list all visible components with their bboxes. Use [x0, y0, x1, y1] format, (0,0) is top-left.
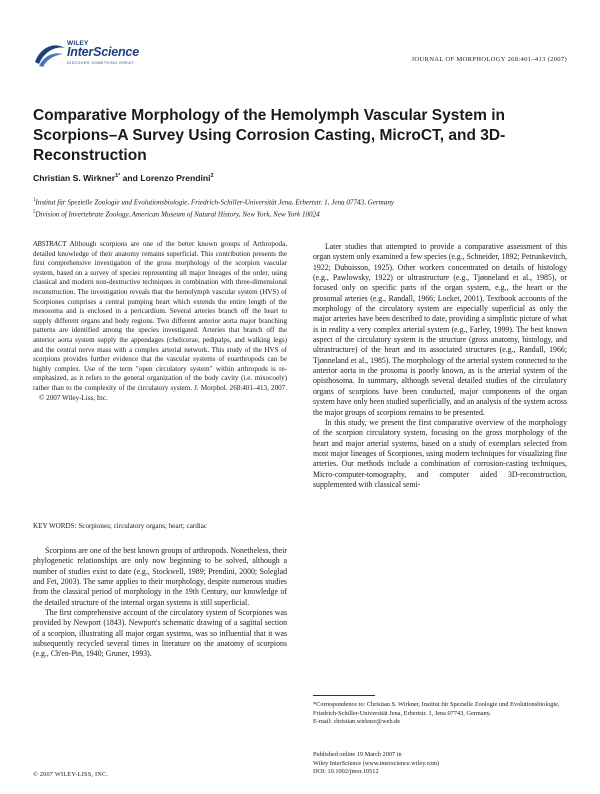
abstract-text: Although scorpions are one of the better known groups of Arthropoda, detailed knowledge of their anatomy remains superficial. This contribution presents the first comprehensive investigation of the gross morphology of the scorpion vascular system, based on a survey of species representing all major lineages of the order, using classical and modern non-destructive techniques in combination with three-dimensional reconstruction. The investigation reveals that the hemolymph vascular system (HVS) of Scorpiones comprises a central pumping heart which extends the entire length of the mesosoma and is enclosed in a pericardium. Several arteries branch off the heart to supply different organs and body regions. Two different anterior aorta major branching patterns are identified among the species investigated. Arteries that branch off the anterior aorta system supply the appendages (chelicerae, pedipalps, and walking legs) and the central nerve mass with a complex arterial network. This study of the HVS of scorpions provides further evidence that the vascular systems of euarthropods can be highly complex. Use of the term "open circulatory system" within arthropods is re-emphasized, as it refers to the general organization of the body cavity (i.e. mixocoely) rather than to the complexity of the circulatory system. J. Morphol. 268:401–413, 2007.	[33, 240, 287, 392]
body-paragraph: In this study, we present the first comparative overview of the morphology of the scorpion circulatory system, focusing on the gross morphology of the heart and major arterial systems, based on a study of exemplars selected from most major lineages of Scorpiones, using modern techniques for visualizing fine arteries. Our methods include a combination of corrosion-casting techniques, Micro-computer-tomography, and computer aided 3D-reconstruction, supplemented with classical semi-	[313, 417, 567, 489]
logo-tagline: DISCOVER SOMETHING GREAT	[67, 61, 134, 65]
affiliation-mark: 2	[33, 210, 36, 216]
affiliations	[33, 196, 493, 221]
body-paragraph: The first comprehensive account of the circulatory system of Scorpiones was provided by Newport (1843). Newport's schematic drawing of a sagittal section of a scorpion, illustrating all major organ systems, was so influential that it was subsequently recycled several times in literature on the anatomy of scorpions (e.g., Ch'en-Pin, 1940; Gruner, 1993).	[33, 608, 287, 659]
wiley-interscience-logo	[33, 40, 153, 78]
abstract-copyright: © 2007 Wiley-Liss, Inc.	[39, 393, 108, 402]
pubinfo-doi: DOI: 10.1002/jmor.10512	[313, 768, 379, 776]
footnote-line: *Correspondence to: Christian S. Wirkner, Institut für Spezielle Zoologie und Evolutionsbiologie, Friedrich-Schiller-Universität Jena, Erbertstr. 1, Jena 07743, Germany.	[313, 701, 560, 717]
body-column-right	[313, 242, 567, 490]
author-mark: 2	[210, 173, 214, 180]
affiliation	[33, 196, 493, 207]
author-mark: 1*	[115, 173, 121, 180]
author-connector: and	[120, 173, 141, 183]
affiliation-text: Division of Invertebrate Zoology, American Museum of Natural History, New York, New York 10024	[35, 210, 320, 219]
running-head: JOURNAL OF MORPHOLOGY 268:401–413 (2007)	[411, 56, 567, 63]
author-name: Lorenzo Prendini	[140, 173, 211, 183]
pubinfo-line: Wiley InterScience (www.interscience.wiley.com)	[313, 759, 440, 767]
keywords	[33, 522, 287, 532]
publication-info	[313, 751, 567, 777]
wiley-swoosh-icon	[33, 40, 67, 70]
keywords-label: KEY WORDS:	[33, 522, 77, 530]
pubinfo-line: Published online 19 March 2007 in	[313, 751, 402, 758]
paper-title: Comparative Morphology of the Hemolymph Vascular System in Scorpions–A Survey Using Corrosion Casting, MicroCT, and 3D-Reconstruction	[33, 107, 506, 164]
affiliation-mark: 1	[33, 198, 36, 203]
keywords-text: Scorpiones; circulatory organs; heart; cardiac	[78, 522, 208, 530]
footnote-email: E-mail: christian.wirkner@web.de	[313, 718, 401, 726]
abstract	[33, 240, 287, 403]
body-paragraph: Later studies that attempted to provide a comparative assessment of this organ system only examined a few species (e.g., Schneider, 1892; Petrunkevitch, 1922; Dubuisson, 1925). Other workers concentrated on details of histology (e.g., Pawlowsky, 1922) or ultrastructure (e.g., Tjønneland et al., 1985), or focused only on specific parts of the organ system, e.g., the heart or the prosomal arteries (e.g., Randall, 1966; Locket, 2001). Textbook accounts of the morphology of the circulatory system are especially superficial as only the major arteries have been described to date, providing a simplistic picture of what is in reality a very complex arterial system (e.g., Farley, 1999). The best known aspect of the circulatory system is the structure (gross anatomy, histology, and ultrastructure) of the heart and its associated structures (e.g., Randall, 1966; Tjønneland et al., 1985). The morphology of the arterial system connected to the anterior aorta in the prosoma is poorly known, as is the arterial system of the opisthosoma. In summary, although several detailed studies of the circulatory organs of scorpions have been conducted, major components of the organ system have only been studied superficially, and an analysis of the system across the major groups of scorpions remains to be presented.	[313, 242, 567, 417]
footnote-divider	[313, 695, 375, 696]
author-line	[33, 173, 214, 183]
logo-brand: InterScience	[67, 45, 139, 59]
abstract-label: ABSTRACT	[33, 240, 67, 248]
logo-publisher: WILEY	[67, 40, 89, 47]
correspondence-footnote	[313, 701, 567, 727]
affiliation-text: Institut für Spezielle Zoologie und Evolutionsbiologie, Friedrich-Schiller-Universität Jena, Erbertstr. 1, Jena 07743, Germany	[35, 198, 395, 207]
copyright-footer: © 2007 WILEY-LISS, INC.	[33, 771, 109, 778]
affiliation	[33, 208, 493, 219]
body-paragraph: Scorpions are one of the best known groups of arthropods. Nonetheless, their phylogenetic relationships are only now beginning to be solved, although a number of studies exist to date (e.g., Stockwell, 1989; Prendini, 2000; Soleglad and Fet, 2003). The same applies to their morphology, despite numerous studies from the classical period of morphology in the 19th Century, our knowledge of the detailed structure of the internal organ systems is still superficial.	[33, 546, 288, 607]
author-name: Christian S. Wirkner	[33, 173, 116, 183]
body-column-left	[33, 546, 287, 660]
